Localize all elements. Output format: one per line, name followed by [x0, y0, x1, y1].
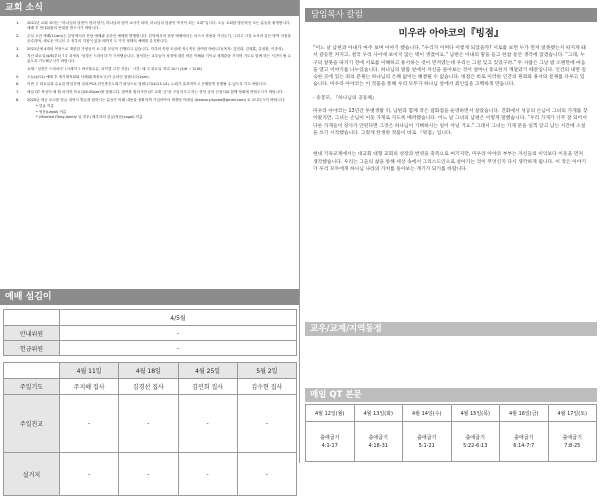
notice-number [16, 67, 27, 72]
notice-number: 7. [16, 90, 20, 95]
qt-ref: 5:1-21 [418, 442, 435, 449]
bullet-item: * 영문(Legal) 이름 [36, 109, 67, 114]
left-column [0, 0, 300, 479]
notice-number: 8. [16, 97, 20, 102]
fellowship-value: - [178, 395, 237, 453]
qt-book: 출애굽기 [562, 434, 582, 441]
dishwashing-label: 설거지 [4, 453, 60, 496]
notice-text: 2020년 세금 보고를 한글 내역서 발급을 원하시는 분들은 아래 내용을 정확하게 기입하여서 재정팀 이메일 (treasury.kpcea@gmail.com) 로 보내주시기 바랍니다. [27, 97, 286, 102]
fellowship-label: 주일친교 [4, 395, 60, 453]
date-cell: 4월 25일 [178, 363, 237, 379]
servants-table [3, 309, 297, 496]
qt-passage [451, 422, 500, 462]
qt-book: 출애굽기 [320, 434, 340, 441]
notices-list [0, 16, 299, 103]
notice-item [16, 90, 291, 95]
community-section [305, 322, 597, 336]
qt-ref: 5:22-6:13 [463, 442, 488, 449]
qt-book: 출애굽기 [514, 434, 534, 441]
church-notices [0, 0, 299, 120]
month-label: 4/5월 [60, 310, 297, 326]
notice-number: 2. [16, 33, 20, 38]
prayer-label: 주일기도 [4, 379, 60, 395]
notice-number: 6. [16, 82, 20, 87]
notice-item [16, 98, 291, 103]
notice-text: 지난 화요일(4/6)부터 7주 과정의 ‘성경은 드라마다’가 시작했습니다. 참석하는 교우들이 성경에 대한 바른 이해와 기독교 세계관을 가지며 기도로 함께 하는 시간이 될 수 있도록 기도해주시기 바랍니다. [27, 54, 291, 64]
prayer-person: 주지혜 집사 [60, 379, 119, 395]
fellowship-value: - [119, 395, 178, 453]
notice-number: 1. [16, 21, 20, 25]
date-cell: 4월 11일 [60, 363, 119, 379]
qt-date: 4월 16일(금) [500, 405, 549, 422]
notice-number: 4. [16, 54, 20, 59]
notice-item [16, 54, 291, 64]
prayer-person: 김경선 집사 [119, 379, 178, 395]
notice-item [16, 47, 291, 52]
column-header: 담임목사 칼럼 [305, 8, 597, 22]
notice-text: 주일 오전 예배(11am)는 본당에서의 현장 예배와 온라인 예배를 병행합니다. 본당에서의 현장 예배에서는 마스크 착용과 거리두기, 그리고 시설 소독과 같은 방역 지침을 준수하며, 새로운 이니신 주 정부의 지침이 있을 때까지 두 가지 형태의 예배를 유지합니다. [27, 33, 291, 43]
qt-passage [548, 422, 597, 462]
notices-header: 교회 소식 [0, 0, 299, 16]
prayer-person: 김민희 집사 [178, 379, 237, 395]
prayer-person: 김수현 집사 [237, 379, 296, 395]
pastor-column [305, 8, 597, 179]
qt-book: 출애굽기 [465, 434, 485, 441]
qt-date: 4월 14일(수) [403, 405, 452, 422]
column-paragraph: 현대 기독교계에서는 대교회 대형 교회의 성장과 번영을 축복으로 여기지만, 미우라 아야코 부부는 자신들의 이익보다 이웃을 먼저 생각했습니다. 우리는 그들의 삶을 통해 세상 속에서 그리스도인으로 살아가는 것이 무엇인지 다시 생각하게 됩니다. 이 작은 이야기가 우리 모두에게 하나님 나라의 가치를 돌아보는 계기가 되기를 바랍니다. [313, 152, 587, 172]
qt-table [305, 404, 597, 462]
qt-passage [403, 422, 452, 462]
bullet-item: * (Married Filing Jointly 일 경우) 배우자의 한글/영문(Legal) 이름 [36, 114, 143, 119]
notice-item [16, 82, 291, 87]
offering-label: 헌금위원 [4, 341, 60, 356]
spacer-row [4, 356, 297, 363]
qt-book: 출애굽기 [368, 434, 388, 441]
qt-passage [354, 422, 403, 462]
qt-book: 출애굽기 [417, 434, 437, 441]
usher-label: 안내위원 [4, 326, 60, 341]
notice-number: 3. [16, 46, 20, 51]
qt-header: 매일 QT 본문 [305, 388, 597, 402]
qt-date: 4월 13일(화) [354, 405, 403, 422]
notice-item [16, 75, 291, 80]
column-body [305, 45, 597, 173]
dishwashing-value: - [119, 453, 178, 496]
bullet-item: * 한글 이름 [36, 104, 54, 109]
worship-servants [0, 289, 299, 496]
column-citation: - 송봉모, 『하나님의 공동체』 [313, 95, 377, 101]
notice-text: 매일 QT 묵상이 매 월 마지막 목요일(8:30pm)에 열립니다. 참여를 원하시면 QT 교재 ‘순’을 구입하시고 하는 중인 공과 신청서와 함께 당회에 연락주시기 바랍니다. [27, 90, 284, 95]
offering-header: 예배 섬김이 [0, 289, 299, 305]
fellowship-value: - [60, 395, 119, 453]
column-paragraph: 미우라 아야코는 13년간 투병생활 뒤, 남편과 함께 작은 잡화점을 운영하면서 살았습니다. 진화에서 성공의 손님이 그녀의 가게를 찾아왔지만, 그녀는 손님이 이웃 가게로 가도록 배려했습니다. 어느 날 그녀의 남편은 이렇게 말했습니다. “우리 가게가 너무 잘 되어서 다른 가게들이 장사가 안된다면 그것은 하나님이 기뻐하시는 일이 아닐 거요.” 그래서 그녀는 가게 문을 일찍 닫고 남는 시간에 소설을 쓰기 시작했습니다. 그렇게 탄생한 작품이 바로 『빙점』입니다. [313, 109, 588, 136]
notice-text: 교재: ‘성경은 드라마다’ (크레이그 바르톨로뮤, 마이클 고힌 지음) · 시간: 매 주 화요일 저녁 10시 (4/6 ~ 5/18) [27, 67, 202, 72]
dishwashing-value: - [237, 453, 296, 496]
notice-number: 5. [16, 74, 20, 79]
qt-ref: 7:8-25 [564, 442, 581, 449]
notice-item [16, 67, 291, 72]
column-paragraph: “어느 날 남편과 아내가 마주 보며 이야기 했습니다. “우리가 어쩌다 이렇게 되었을까? 서로를 보면 누가 먼저 잘못했는지 따지게 돼서 갈등만 커지고, 결국 우리 사이에 보이지 않는 벽이 생겼어요.” 남편은 아내의 말을 듣고 한참 동안 생각에 잠겼습니다. “그래, 누구의 잘못을 따지기 전에 서로를 이해하고 용서하는 것이 먼저였는데 우리는 그걸 잊고 있었구려.” 두 사람은 그날 밤 오랜만에 마음을 열고 이야기를 나누었습니다. 하나님의 말씀 앞에서 자신을 돌아보는 것이 얼마나 중요한지 깨달았기 때문입니다. 인간의 내면 깊숙한 곳에 있는 죄의 문제는 하나님의 은혜 없이는 해결될 수 없습니다. 빙점은 바로 이러한 인간의 원죄와 용서의 문제를 다루고 있습니다. 미우라 아야코는 이 작품을 통해 우리 모두가 하나님 앞에서 죄인임을 고백하게 만듭니다. [313, 46, 587, 88]
tax-info-bullets [0, 104, 299, 119]
column-title: 미우라 아야코의『빙점』 [398, 28, 504, 39]
date-cell: 5월 2일 [237, 363, 296, 379]
qt-ref: 4:1-17 [321, 442, 338, 449]
fellowship-value: - [237, 395, 296, 453]
qt-passage [500, 422, 549, 462]
community-header: 교우/교계/지역동정 [305, 322, 597, 336]
right-column [301, 0, 600, 463]
offering-value: - [60, 341, 297, 356]
qt-passage [306, 422, 355, 462]
qt-ref: 4:18-31 [368, 442, 388, 449]
qt-date: 4월 15일(목) [451, 405, 500, 422]
qt-ref: 6:14-7:7 [513, 442, 535, 449]
empty-cell [4, 310, 60, 326]
notice-item [16, 34, 291, 44]
notice-text: 2021년 교회 표어는 “하나님의 말씀이 영의 양식, 하나님의 영이 교사가 되며, 하나님의 영광이 목적이 되는 교회”입니다. 오늘 교회를 방문하신 모든 분들을 환영합니다. 예배 후 안내위원의 안내를 받으시기 바랍니다. [27, 21, 291, 31]
qt-date: 4월 17일(토) [548, 405, 597, 422]
date-cell: 4월 18일 [119, 363, 178, 379]
dishwashing-value: - [60, 453, 119, 496]
notice-text: 이번 주 화요일과 수요일 양일간에 걸쳐 PCA 한인중부노회가 화상으로 열립니다(4/13-14). 노회가 효과적이고 은혜롭게 진행될 수 있도록 기도 바랍니다. [27, 82, 267, 87]
daily-qt-section [305, 388, 601, 462]
usher-value: - [60, 326, 297, 341]
notice-text: 오늘(4/11) 예배 후 정기제직회와 사례회(재정보고)가 온라인 열립니다(2pm). [27, 74, 150, 79]
dishwashing-value: - [178, 453, 237, 496]
qt-date: 4월 12일(월) [306, 405, 355, 422]
empty-cell [4, 363, 60, 379]
notice-text: 2021년에 4개의 목장으로 재편한 가정들이 소그룹 모임이 진행되고 있습니다. 각각의 목장 모임에 적극적인 참여를 바랍니다(목자: 김민희, 김영훈, 유영환, 이종혁). [27, 46, 284, 51]
notice-item [16, 21, 291, 31]
